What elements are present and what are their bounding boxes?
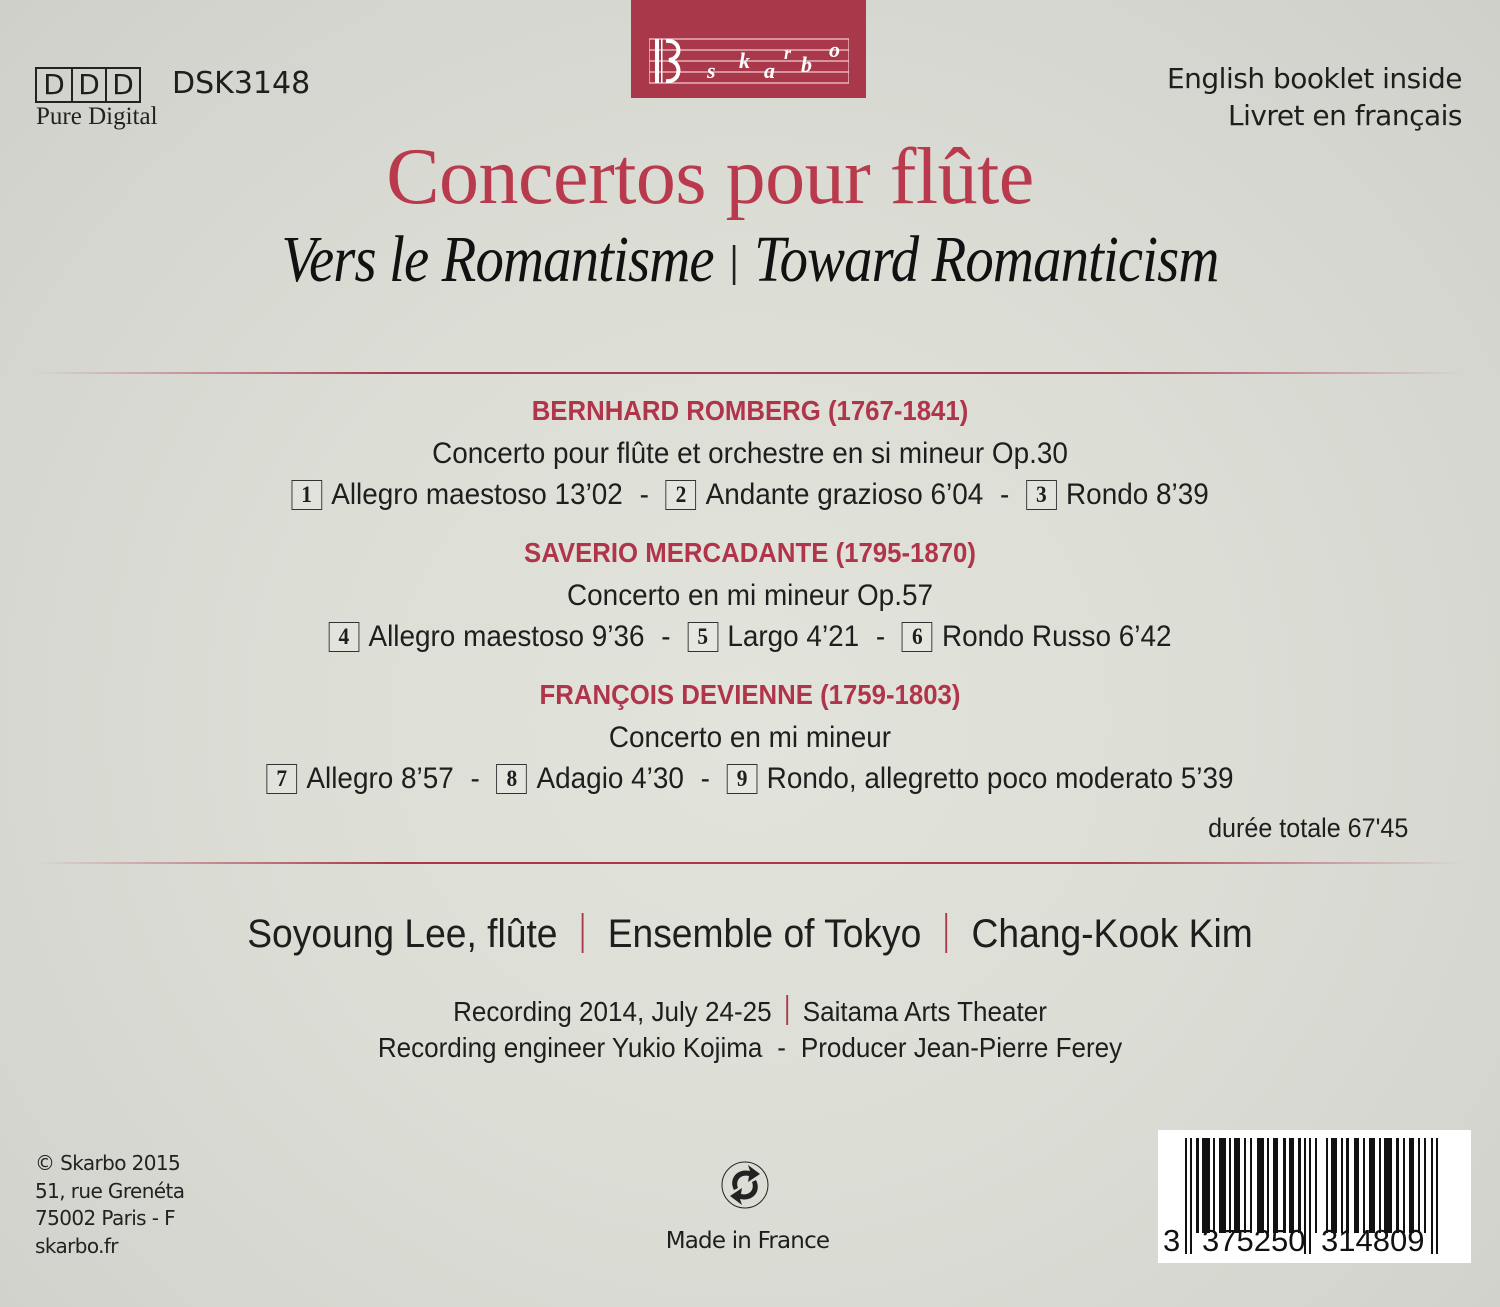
track-item bbox=[666, 478, 984, 512]
divider-bottom bbox=[35, 862, 1463, 864]
barcode-left-group: 375250 bbox=[1202, 1223, 1306, 1258]
svg-text:o: o bbox=[829, 38, 840, 62]
track-item bbox=[266, 762, 453, 796]
recording-date: Recording 2014, July 24-25 bbox=[453, 996, 772, 1027]
track-number: 6 bbox=[902, 622, 933, 652]
track-number: 7 bbox=[266, 764, 297, 794]
track-title: Andante grazioso 6’04 bbox=[705, 478, 984, 511]
address-city: 75002 Paris - F bbox=[35, 1206, 176, 1230]
svg-text:r: r bbox=[784, 43, 792, 63]
recording-venue: Saitama Arts Theater bbox=[802, 996, 1047, 1027]
track-item bbox=[1026, 478, 1209, 512]
recording-engineer: Recording engineer Yukio Kojima bbox=[377, 1032, 763, 1063]
total-duration: durée totale 67'45 bbox=[1207, 813, 1408, 843]
music-staff-logo-icon bbox=[649, 38, 849, 90]
subtitle-divider bbox=[733, 245, 736, 285]
work-title: Concerto en mi mineur bbox=[608, 721, 892, 754]
language-english: English booklet inside bbox=[1166, 62, 1462, 95]
track-title: Allegro maestoso 13’02 bbox=[331, 478, 623, 511]
copyright: © Skarbo 2015 bbox=[35, 1151, 181, 1175]
track-title: Allegro 8’57 bbox=[306, 762, 454, 795]
language-note bbox=[1167, 60, 1462, 134]
production-credits: Recording engineer Yukio Kojima - Producer Jean-Pierre Ferey bbox=[377, 1032, 1123, 1063]
performer-divider bbox=[582, 913, 584, 953]
ddd-letter: D bbox=[43, 68, 65, 101]
track-list: 4 Allegro maestoso 9’36 - 5 Largo 4’21 - 6 Rondo Russo 6’42 bbox=[53, 620, 1448, 654]
composer-heading: BERNHARD ROMBERG (1767-1841) bbox=[531, 395, 969, 426]
made-in-france: Made in France bbox=[665, 1228, 830, 1254]
barcode bbox=[1158, 1130, 1471, 1263]
skarbo-logo bbox=[631, 0, 866, 98]
subtitle-english: Toward Romanticism bbox=[754, 223, 1219, 296]
album-title: Concertos pour flûte bbox=[386, 133, 1034, 221]
divider-top bbox=[35, 372, 1463, 374]
catalog-number: DSK3148 bbox=[172, 66, 311, 101]
track-title: Rondo Russo 6’42 bbox=[941, 620, 1172, 653]
performer-conductor: Chang-Kook Kim bbox=[971, 912, 1253, 956]
track-title: Rondo 8’39 bbox=[1066, 478, 1209, 511]
track-number: 8 bbox=[497, 764, 528, 794]
ddd-letter: D bbox=[71, 69, 105, 101]
ddd-caption: Pure Digital bbox=[36, 103, 158, 130]
producer: Producer Jean-Pierre Ferey bbox=[800, 1032, 1123, 1063]
svg-text:s: s bbox=[707, 58, 716, 83]
performer-soloist: Soyoung Lee, flûte bbox=[247, 912, 558, 956]
track-title: Rondo, allegretto poco moderato 5’39 bbox=[766, 762, 1234, 795]
track-item bbox=[687, 620, 859, 654]
track-title: Allegro maestoso 9’36 bbox=[368, 620, 645, 653]
composer-heading: SAVERIO MERCADANTE (1795-1870) bbox=[524, 537, 976, 568]
ddd-letter: D bbox=[105, 69, 139, 101]
green-dot-recycle-icon bbox=[720, 1160, 770, 1215]
track-number: 5 bbox=[687, 622, 718, 652]
track-number: 2 bbox=[666, 480, 697, 510]
address-street: 51, rue Grenéta bbox=[35, 1178, 185, 1203]
track-item bbox=[328, 620, 644, 654]
track-number: 9 bbox=[727, 764, 758, 794]
subtitle-french: Vers le Romantisme bbox=[281, 223, 714, 296]
track-item bbox=[497, 762, 684, 796]
credits-divider bbox=[786, 995, 787, 1025]
website: skarbo.fr bbox=[35, 1233, 118, 1258]
track-number: 3 bbox=[1026, 480, 1057, 510]
svg-text:a: a bbox=[764, 58, 775, 83]
recording-info bbox=[53, 995, 1448, 1028]
svg-text:k: k bbox=[739, 48, 750, 73]
performer-ensemble: Ensemble of Tokyo bbox=[607, 912, 922, 956]
track-item bbox=[291, 478, 623, 512]
track-number: 1 bbox=[291, 480, 322, 510]
track-number: 4 bbox=[328, 622, 359, 652]
track-title: Adagio 4’30 bbox=[536, 762, 684, 795]
track-item bbox=[727, 762, 1234, 796]
track-list: 1 Allegro maestoso 13’02 - 2 Andante grazioso 6’04 - 3 Rondo 8’39 bbox=[53, 478, 1448, 512]
composer-heading: FRANÇOIS DEVIENNE (1759-1803) bbox=[539, 679, 961, 710]
performer-divider bbox=[946, 913, 948, 953]
barcode-lead-digit: 3 bbox=[1163, 1223, 1181, 1258]
language-french: Livret en français bbox=[1227, 99, 1462, 132]
barcode-right-group: 314809 bbox=[1321, 1223, 1425, 1258]
work-title: Concerto pour flûte et orchestre en si mineur Op.30 bbox=[432, 437, 1068, 470]
performers bbox=[53, 912, 1448, 957]
work-title: Concerto en mi mineur Op.57 bbox=[567, 579, 933, 612]
track-list: 7 Allegro 8’57 - 8 Adagio 4’30 - 9 Rondo, allegretto poco moderato 5’39 bbox=[53, 762, 1448, 796]
track-title: Largo 4’21 bbox=[727, 620, 860, 653]
album-subtitle bbox=[105, 222, 1395, 298]
ddd-badge bbox=[35, 67, 141, 103]
svg-text:b: b bbox=[801, 52, 812, 77]
track-item bbox=[902, 620, 1172, 654]
